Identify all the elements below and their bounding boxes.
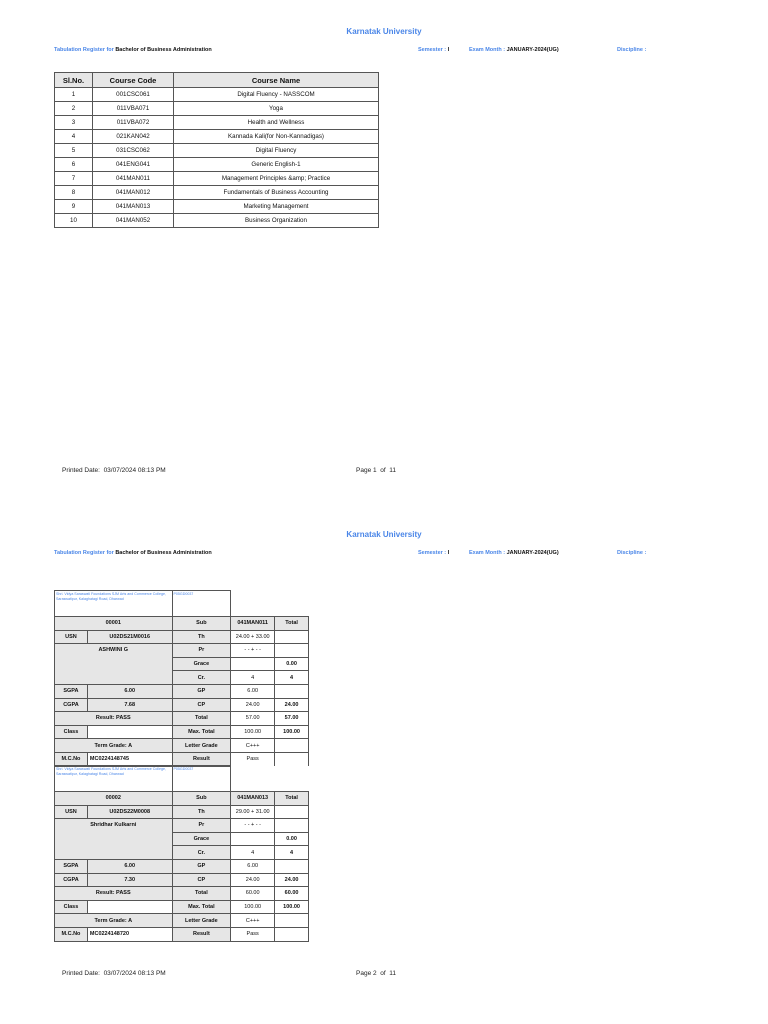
college-code: P05GD0037: [172, 591, 231, 617]
cr-total: 4: [275, 846, 309, 860]
gp-value: 6.00: [231, 684, 275, 698]
course-name: Kannada Kali(for Non-Kannadigas): [174, 130, 379, 144]
register-label: Tabulation Register for: [54, 47, 114, 53]
page-label: Page: [356, 970, 372, 977]
course-row: [55, 186, 379, 200]
result-label: Result: [172, 927, 231, 941]
usn-value: U02DS21M0016: [87, 630, 172, 644]
total-label: Total: [275, 792, 309, 806]
course-table-body: [55, 88, 379, 228]
course-sl-no: 2: [55, 102, 93, 116]
course-sl-no: 6: [55, 158, 93, 172]
mc-no-value: MC0224148745: [87, 752, 172, 766]
col-sl-no: Sl.No.: [55, 73, 93, 88]
cr-value: 4: [231, 846, 275, 860]
course-code: 011VBA072: [93, 116, 174, 130]
course-code: 001CSC061: [93, 88, 174, 102]
page-2: [0, 503, 768, 1015]
university-title: Karnatak University: [346, 530, 422, 539]
col-course-name: Course Name: [174, 73, 379, 88]
exam-month-label: Exam Month :: [469, 550, 506, 556]
grace-label: Grace: [172, 832, 231, 846]
course-name: Health and Wellness: [174, 116, 379, 130]
course-code: 041MAN052: [93, 214, 174, 228]
result-summary: Result: PASS: [55, 887, 173, 901]
class-value: [87, 900, 172, 914]
sgpa-value: 6.00: [87, 684, 172, 698]
result-summary: Result: PASS: [55, 712, 173, 726]
register-title: [54, 47, 212, 53]
sgpa-label: SGPA: [55, 859, 88, 873]
total-value: 60.00: [231, 887, 275, 901]
exam-month-value: JANUARY-2024(UG): [506, 47, 559, 53]
usn-label: USN: [55, 805, 88, 819]
sgpa-label: SGPA: [55, 684, 88, 698]
course-name: Digital Fluency - NASSCOM: [174, 88, 379, 102]
course-name: Digital Fluency: [174, 144, 379, 158]
printed-label: Printed Date:: [62, 970, 100, 977]
semester-info: [418, 47, 449, 53]
discipline-label: Discipline :: [617, 47, 647, 53]
exam-month-value: JANUARY-2024(UG): [506, 550, 559, 556]
exam-month-label: Exam Month :: [469, 47, 506, 53]
th-value: 24.00 + 33.00: [231, 630, 275, 644]
sub-label: Sub: [172, 792, 231, 806]
total-row-label: Total: [172, 887, 231, 901]
college-name: Shri. Vidya Saraswati Foundations SJM Arts and Commerce College, Saraswatipur, Kalaghatagi Road, Dharwad: [55, 766, 173, 792]
max-total-value: 100.00: [231, 900, 275, 914]
grace-total: 0.00: [275, 832, 309, 846]
letter-grade-label: Letter Grade: [172, 914, 231, 928]
semester-value: I: [447, 47, 450, 53]
course-code: 011VBA071: [93, 102, 174, 116]
semester-label: Semester :: [418, 47, 447, 53]
college-code: P05GD0037: [172, 766, 231, 792]
course-code: 031CSC062: [93, 144, 174, 158]
grace-total: 0.00: [275, 657, 309, 671]
page-total: 11: [389, 970, 397, 977]
semester-label: Semester :: [418, 550, 447, 556]
register-label: Tabulation Register for: [54, 550, 114, 556]
discipline-label: Discipline :: [617, 550, 647, 556]
result-label: Result: [172, 752, 231, 766]
of-label: of: [380, 970, 386, 977]
th-label: Th: [172, 805, 231, 819]
total-label: Total: [275, 617, 309, 631]
max-total-value: 100.00: [231, 725, 275, 739]
cgpa-value: 7.30: [87, 873, 172, 887]
page-current: 1: [373, 467, 377, 474]
result-value: Pass: [231, 927, 275, 941]
cgpa-label: CGPA: [55, 873, 88, 887]
student-serial: 00002: [55, 792, 173, 806]
course-sl-no: 5: [55, 144, 93, 158]
result-value: Pass: [231, 752, 275, 766]
semester-info: [418, 550, 449, 556]
term-grade: Term Grade: A: [55, 914, 173, 928]
grace-value: [231, 657, 275, 671]
page-total: 11: [389, 467, 397, 474]
discipline-info: [617, 47, 646, 53]
mc-no-label: M.C.No: [55, 927, 88, 941]
university-title: Karnatak University: [346, 27, 422, 36]
term-grade: Term Grade: A: [55, 739, 173, 753]
course-sl-no: 7: [55, 172, 93, 186]
cgpa-label: CGPA: [55, 698, 88, 712]
cp-label: CP: [172, 873, 231, 887]
course-row: [55, 200, 379, 214]
th-value: 29.00 + 31.00: [231, 805, 275, 819]
course-table: [54, 72, 379, 228]
course-sl-no: 4: [55, 130, 93, 144]
subject-code: 041MAN013: [231, 792, 275, 806]
course-code: 041MAN011: [93, 172, 174, 186]
cgpa-value: 7.68: [87, 698, 172, 712]
course-row: [55, 172, 379, 186]
usn-label: USN: [55, 630, 88, 644]
course-name: Marketing Management: [174, 200, 379, 214]
cr-label: Cr.: [172, 671, 231, 685]
course-row: [55, 116, 379, 130]
grace-label: Grace: [172, 657, 231, 671]
course-name: Business Organization: [174, 214, 379, 228]
course-row: [55, 158, 379, 172]
course-code: 041MAN012: [93, 186, 174, 200]
course-name: Fundamentals of Business Accounting: [174, 186, 379, 200]
course-sl-no: 1: [55, 88, 93, 102]
printed-date: [62, 467, 166, 474]
th-label: Th: [172, 630, 231, 644]
program-name: Bachelor of Business Administration: [115, 550, 212, 556]
max-total-total: 100.00: [275, 725, 309, 739]
gp-label: GP: [172, 859, 231, 873]
pr-label: Pr: [172, 644, 231, 658]
cr-value: 4: [231, 671, 275, 685]
class-label: Class: [55, 900, 88, 914]
course-row: [55, 102, 379, 116]
discipline-info: [617, 550, 646, 556]
student-name: Shridhar Kulkarni: [55, 819, 173, 860]
gp-label: GP: [172, 684, 231, 698]
page-number: [356, 970, 396, 977]
max-total-label: Max. Total: [172, 900, 231, 914]
printed-label: Printed Date:: [62, 467, 100, 474]
exam-month-info: [469, 550, 559, 556]
pr-value: - - + - -: [231, 819, 275, 833]
class-value: [87, 725, 172, 739]
class-label: Class: [55, 725, 88, 739]
printed-date-value: 03/07/2024 08:13 PM: [103, 467, 166, 474]
course-code: 041ENG041: [93, 158, 174, 172]
printed-date-value: 03/07/2024 08:13 PM: [103, 970, 166, 977]
grace-value: [231, 832, 275, 846]
cp-total: 24.00: [275, 698, 309, 712]
total-row-label: Total: [172, 712, 231, 726]
course-sl-no: 3: [55, 116, 93, 130]
page-number: [356, 467, 396, 474]
letter-grade-value: C+++: [231, 739, 275, 753]
course-name: Generic English-1: [174, 158, 379, 172]
exam-month-info: [469, 47, 559, 53]
total-total: 57.00: [275, 712, 309, 726]
course-row: [55, 214, 379, 228]
course-row: [55, 88, 379, 102]
sub-label: Sub: [172, 617, 231, 631]
student-record: [54, 765, 309, 942]
usn-value: U02DS22M0008: [87, 805, 172, 819]
gp-value: 6.00: [231, 859, 275, 873]
course-table-header: [55, 73, 379, 88]
max-total-total: 100.00: [275, 900, 309, 914]
cp-total: 24.00: [275, 873, 309, 887]
course-name: Yoga: [174, 102, 379, 116]
sgpa-value: 6.00: [87, 859, 172, 873]
cr-total: 4: [275, 671, 309, 685]
pr-label: Pr: [172, 819, 231, 833]
max-total-label: Max. Total: [172, 725, 231, 739]
total-total: 60.00: [275, 887, 309, 901]
semester-value: I: [447, 550, 450, 556]
cp-label: CP: [172, 698, 231, 712]
printed-date: [62, 970, 166, 977]
student-record: [54, 590, 309, 767]
course-sl-no: 9: [55, 200, 93, 214]
course-row: [55, 144, 379, 158]
course-row: [55, 130, 379, 144]
mc-no-value: MC0224148720: [87, 927, 172, 941]
program-name: Bachelor of Business Administration: [115, 47, 212, 53]
cr-label: Cr.: [172, 846, 231, 860]
col-course-code: Course Code: [93, 73, 174, 88]
course-code: 021KAN042: [93, 130, 174, 144]
page-label: Page: [356, 467, 372, 474]
mc-no-label: M.C.No: [55, 752, 88, 766]
page-current: 2: [373, 970, 377, 977]
letter-grade-label: Letter Grade: [172, 739, 231, 753]
total-value: 57.00: [231, 712, 275, 726]
register-title: [54, 550, 212, 556]
cp-value: 24.00: [231, 873, 275, 887]
pr-value: - - + - -: [231, 644, 275, 658]
course-sl-no: 8: [55, 186, 93, 200]
cp-value: 24.00: [231, 698, 275, 712]
course-code: 041MAN013: [93, 200, 174, 214]
student-serial: 00001: [55, 617, 173, 631]
course-sl-no: 10: [55, 214, 93, 228]
of-label: of: [380, 467, 386, 474]
student-name: ASHWINI G: [55, 644, 173, 685]
subject-code: 041MAN011: [231, 617, 275, 631]
college-name: Shri. Vidya Saraswati Foundations SJM Arts and Commerce College, Saraswatipur, Kalaghatagi Road, Dharwad: [55, 591, 173, 617]
letter-grade-value: C+++: [231, 914, 275, 928]
course-name: Management Principles &amp; Practice: [174, 172, 379, 186]
